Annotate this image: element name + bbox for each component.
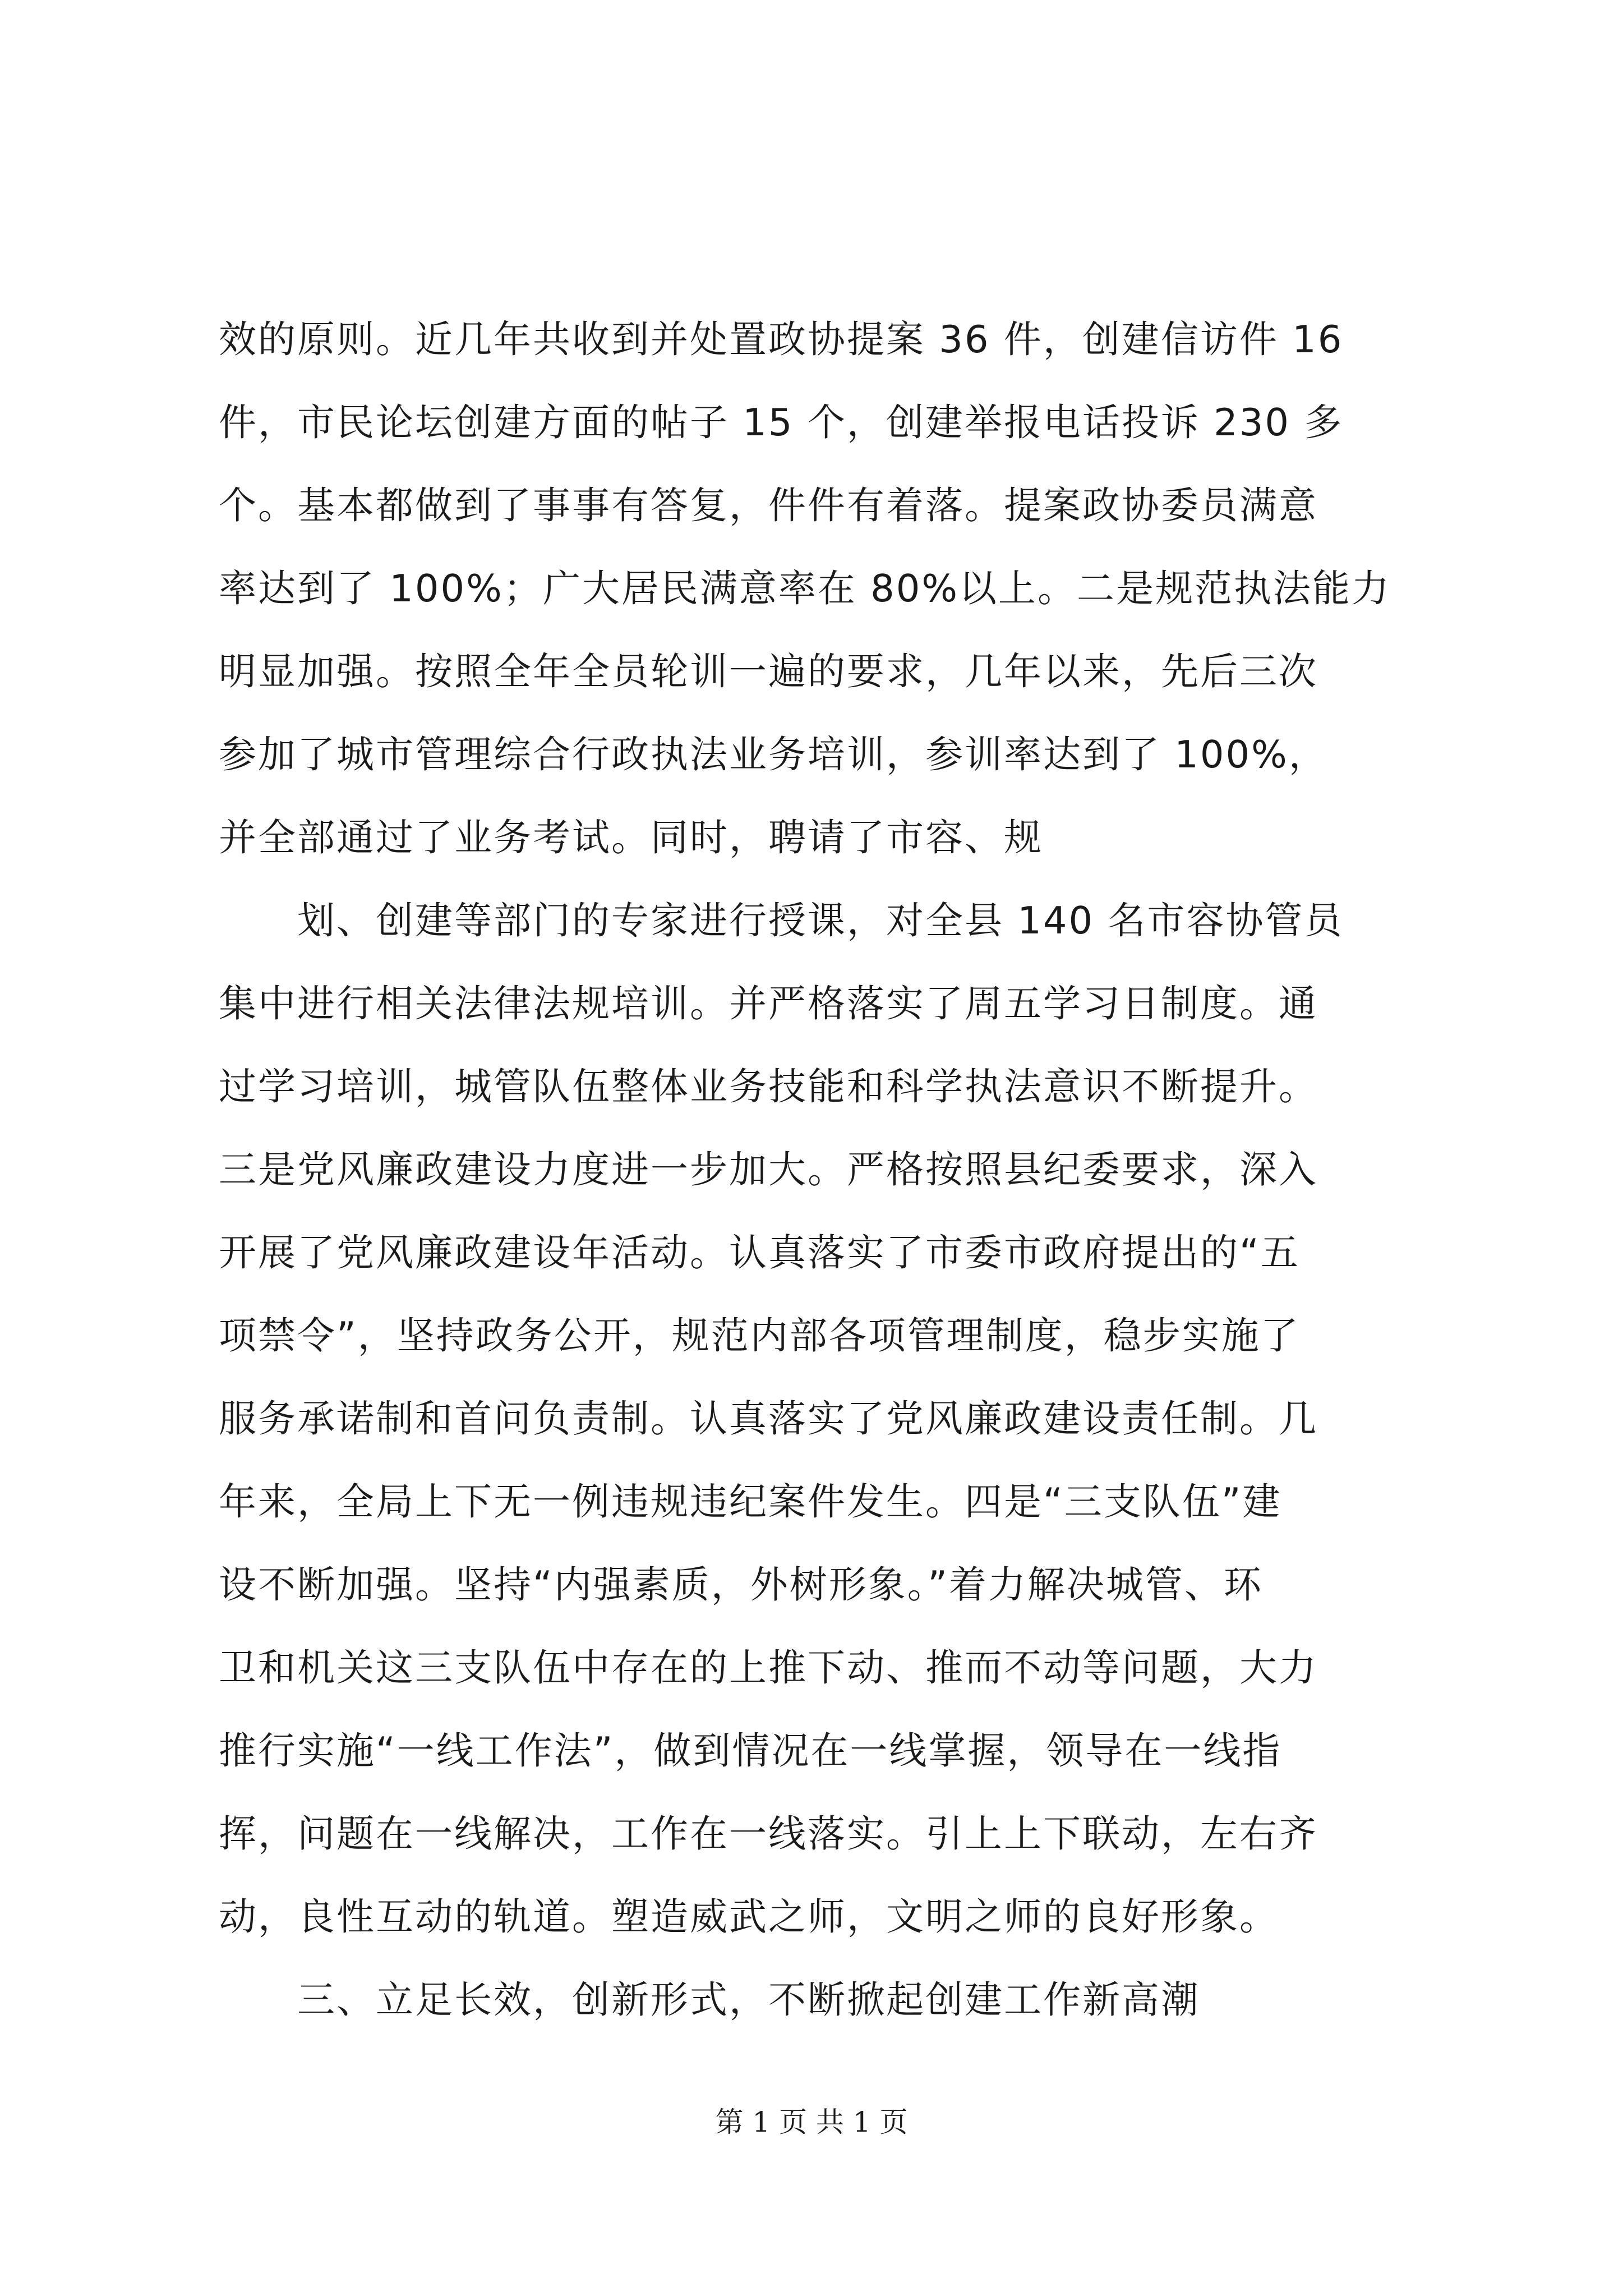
- text-line-12: 开展了党风廉政建设年活动。认真落实了市委市政府提出的“五: [219, 1231, 1300, 1274]
- text-line-19: 挥，问题在一线解决，工作在一线落实。引上上下联动，左右齐: [219, 1812, 1318, 1856]
- text-line-15: 年来，全局上下无一例违规违纪案件发生。四是“三支队伍”建: [219, 1480, 1282, 1524]
- page-footer: 第 1 页 共 1 页: [715, 2106, 908, 2138]
- text-line-13: 项禁令”，坚持政务公开，规范内部各项管理制度，稳步实施了: [219, 1314, 1300, 1358]
- text-line-11: 三是党风廉政建设力度进一步加大。严格按照县纪委要求，深入: [219, 1148, 1318, 1191]
- text-line-16: 设不断加强。坚持“内强素质，外树形象。”着力解决城管、环: [219, 1563, 1263, 1607]
- text-line-18: 推行实施“一线工作法”，做到情况在一线掌握，领导在一线指: [219, 1729, 1282, 1773]
- text-line-9: 集中进行相关法律法规培训。并严格落实了周五学习日制度。通: [219, 982, 1318, 1025]
- text-line-7: 并全部通过了业务考试。同时，聘请了市容、规: [219, 816, 1043, 859]
- text-line-14: 服务承诺制和首问负责制。认真落实了党风廉政建设责任制。几: [219, 1397, 1318, 1441]
- text-line-4: 率达到了 100%；广大居民满意率在 80%以上。二是规范执法能力: [219, 567, 1391, 610]
- text-line-1: 效的原则。近几年共收到并处置政协提案 36 件，创建信访件 16: [219, 318, 1344, 361]
- text-line-10: 过学习培训，城管队伍整体业务技能和科学执法意识不断提升。: [219, 1065, 1318, 1108]
- text-line-17: 卫和机关这三支队伍中存在的上推下动、推而不动等问题，大力: [219, 1646, 1318, 1690]
- text-line-2: 件，市民论坛创建方面的帖子 15 个，创建举报电话投诉 230 多: [219, 401, 1344, 444]
- text-line-6: 参加了城市管理综合行政执法业务培训，参训率达到了 100%，: [219, 733, 1328, 776]
- text-line-8: 划、创建等部门的专家进行授课，对全县 140 名市容协管员: [297, 899, 1344, 942]
- text-line-3: 个。基本都做到了事事有答复，件件有着落。提案政协委员满意: [219, 484, 1318, 527]
- text-line-20: 动，良性互动的轨道。塑造威武之师，文明之师的良好形象。: [219, 1895, 1279, 1939]
- text-line-5: 明显加强。按照全年全员轮训一遍的要求，几年以来，先后三次: [219, 650, 1318, 693]
- section-heading: 三、立足长效，创新形式，不断掀起创建工作新高潮: [297, 1978, 1200, 2022]
